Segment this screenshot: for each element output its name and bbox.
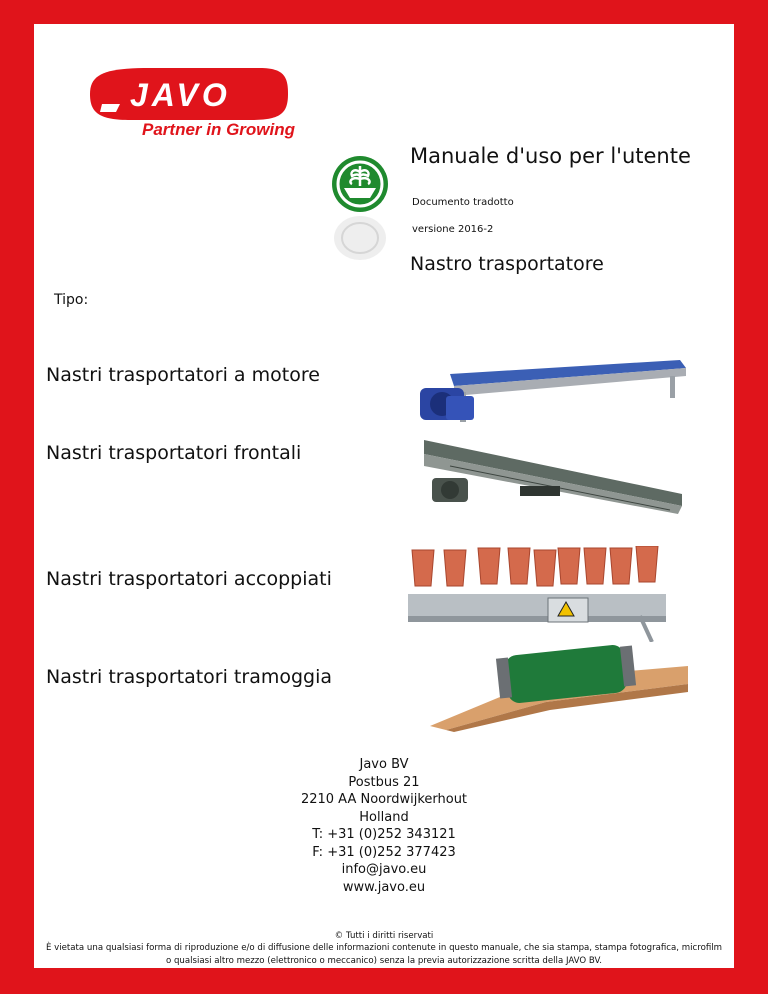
postbus: Postbus 21 [348, 774, 420, 790]
country: Holland [359, 809, 409, 825]
document-type: Documento tradotto [412, 197, 514, 208]
manual-subject: Nastro trasportatore [410, 253, 604, 275]
city: 2210 AA Noordwijkerhout [300, 792, 468, 807]
document-page [34, 24, 734, 968]
company-name: Javo BV [359, 757, 409, 772]
phone: T: +31 (0)252 343121 [312, 827, 456, 842]
brand-tagline: Partner in Growing [142, 120, 296, 139]
fax: F: +31 (0)252 377423 [312, 844, 456, 860]
hopper-conveyor-image [426, 638, 694, 734]
coupled-conveyor-image [408, 546, 666, 642]
type-label: Tipo: [54, 292, 89, 308]
email: info@javo.eu [341, 862, 427, 877]
manual-title: Manuale d'uso per l'utente [410, 144, 691, 168]
product-type-coupled: Nastri trasportatori accoppiati [46, 568, 332, 590]
svg-text:JAVO: JAVO [130, 77, 231, 113]
copyright-disclaimer: È vietata una qualsiasi forma di riproduzione e/o di diffusione delle informazioni contenute in questo manuale, che sia stampa, stampa fotografica, microfilm o qualsiasi altro mezzo (elettronico o meccanico) senza la previa autorizzazione scritta della JAVO BV. [46, 943, 722, 966]
motor-conveyor-image [390, 352, 690, 432]
plant-emblem-icon [330, 152, 394, 272]
front-conveyor-image [420, 436, 682, 518]
website: www.javo.eu [342, 879, 426, 895]
document-version: versione 2016-2 [412, 224, 494, 235]
product-type-front: Nastri trasportatori frontali [46, 442, 302, 464]
copyright-notice: © Tutti i diritti riservati [334, 931, 434, 941]
product-type-hopper: Nastri trasportatori tramoggia [46, 666, 333, 688]
contact-block [34, 756, 734, 896]
product-type-motor: Nastri trasportatori a motore [46, 364, 320, 386]
